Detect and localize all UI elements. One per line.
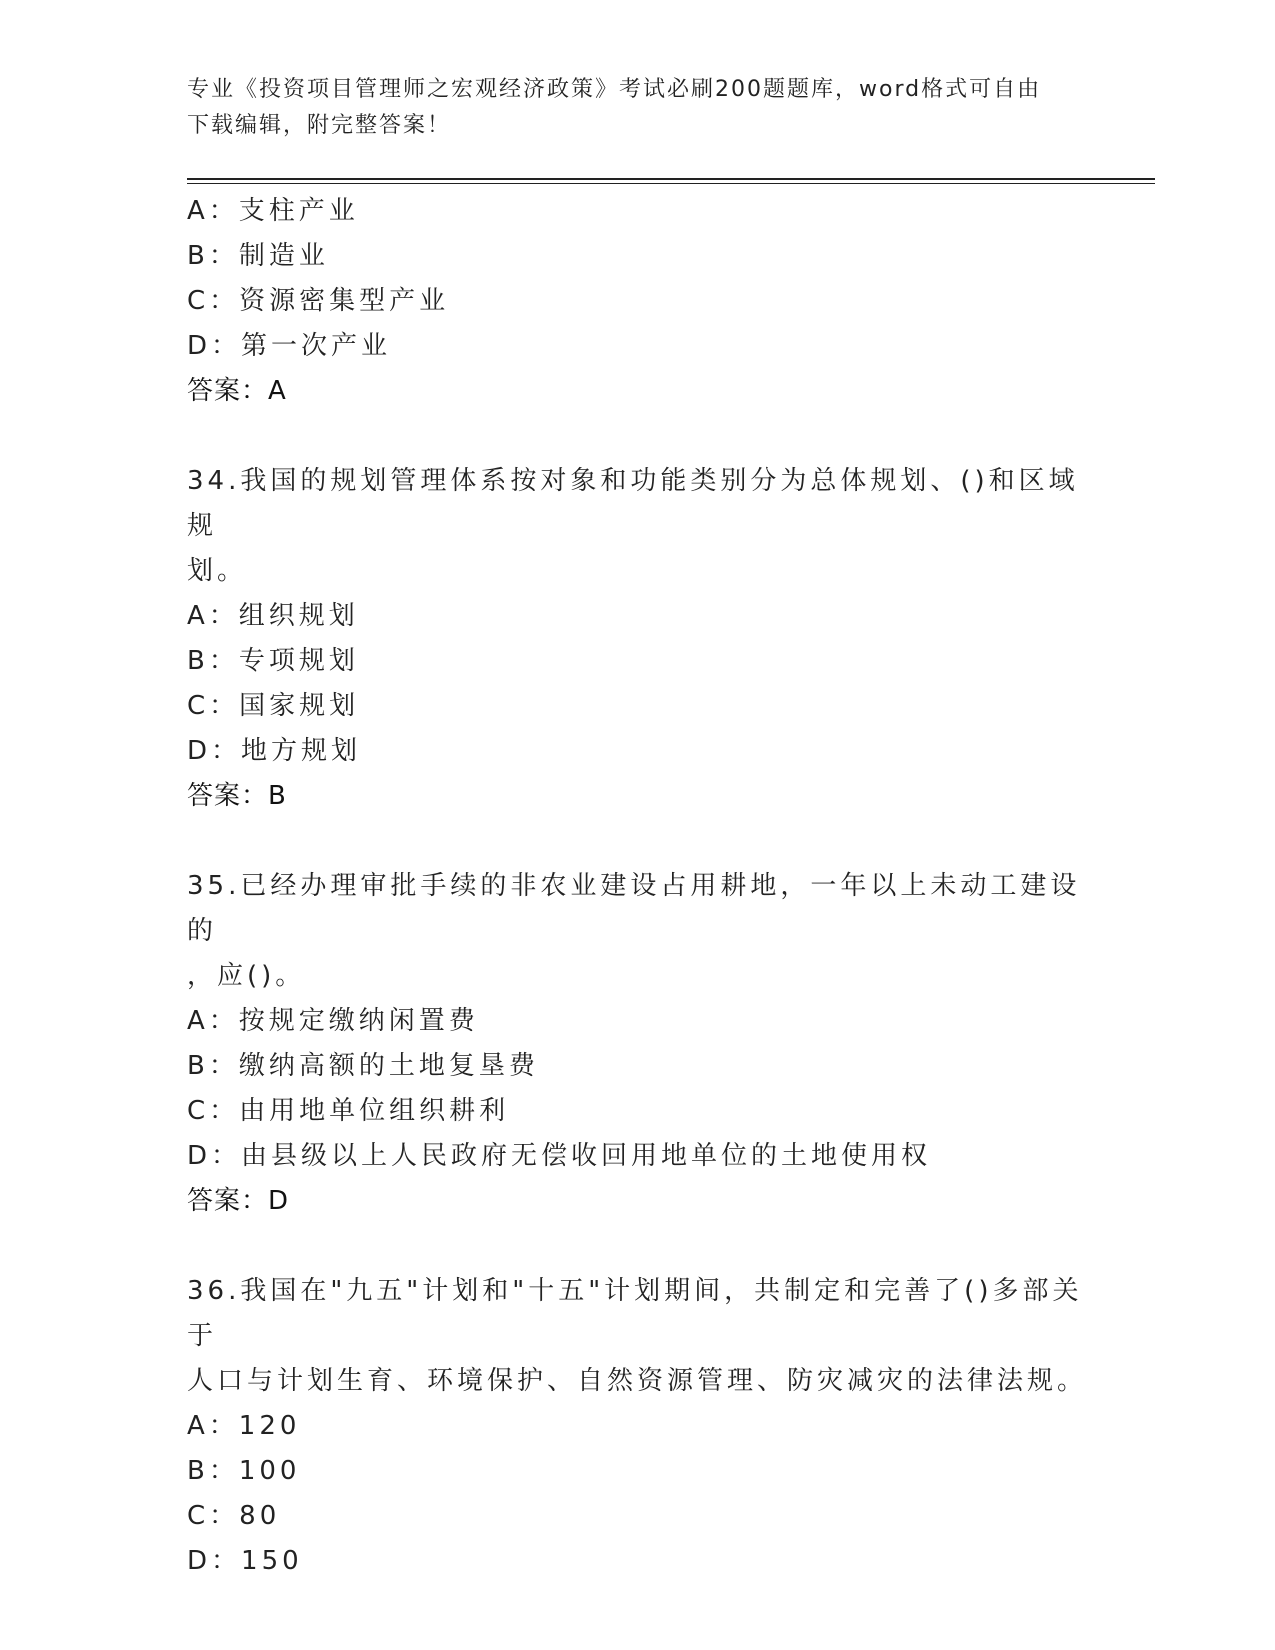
option-a: A：组织规划 [187, 601, 359, 631]
question-block [187, 864, 1087, 1224]
answer-line: 答案：B [187, 781, 287, 811]
option-d: D：第一次产业 [187, 331, 392, 361]
question-block [187, 1269, 1087, 1584]
question-stem-line: 划。 [187, 556, 248, 586]
question-block [187, 459, 1087, 819]
answer-line: 答案：A [187, 376, 287, 406]
option-b: B：缴纳高额的土地复垦费 [187, 1051, 539, 1081]
answer-line: 答案：D [187, 1186, 290, 1216]
option-b: B：100 [187, 1456, 301, 1486]
option-a: A：120 [187, 1411, 301, 1441]
question-stem-line: 36.我国在"九五"计划和"十五"计划期间，共制定和完善了()多部关于 [187, 1276, 1083, 1351]
header-line-2: 下载编辑，附完整答案！ [187, 113, 452, 138]
header-divider-thick [187, 178, 1155, 180]
question-stem-line: 人口与计划生育、环境保护、自然资源管理、防灾减灾的法律法规。 [187, 1366, 1088, 1396]
option-c: C：国家规划 [187, 691, 360, 721]
option-d: D：150 [187, 1546, 303, 1576]
option-b: B：专项规划 [187, 646, 359, 676]
option-a: A：支柱产业 [187, 196, 359, 226]
question-stem-line: 35.已经办理审批手续的非农业建设占用耕地，一年以上未动工建设的 [187, 871, 1081, 946]
question-list [187, 189, 1087, 1584]
question-stem-line: ，应()。 [187, 961, 306, 991]
option-c: C：80 [187, 1501, 281, 1531]
option-d: D：由县级以上人民政府无偿收回用地单位的土地使用权 [187, 1141, 932, 1171]
question-block [187, 189, 1087, 414]
question-stem-line: 34.我国的规划管理体系按对象和功能类别分为总体规划、()和区域规 [187, 466, 1079, 541]
option-b: B：制造业 [187, 241, 329, 271]
document-header [187, 72, 1087, 144]
option-a: A：按规定缴纳闲置费 [187, 1006, 479, 1036]
header-divider-thin [187, 183, 1155, 184]
option-c: C：资源密集型产业 [187, 286, 450, 316]
header-line-1: 专业《投资项目管理师之宏观经济政策》考试必刷200题题库，word格式可自由 [187, 77, 1042, 102]
option-c: C：由用地单位组织耕利 [187, 1096, 510, 1126]
option-d: D：地方规划 [187, 736, 362, 766]
